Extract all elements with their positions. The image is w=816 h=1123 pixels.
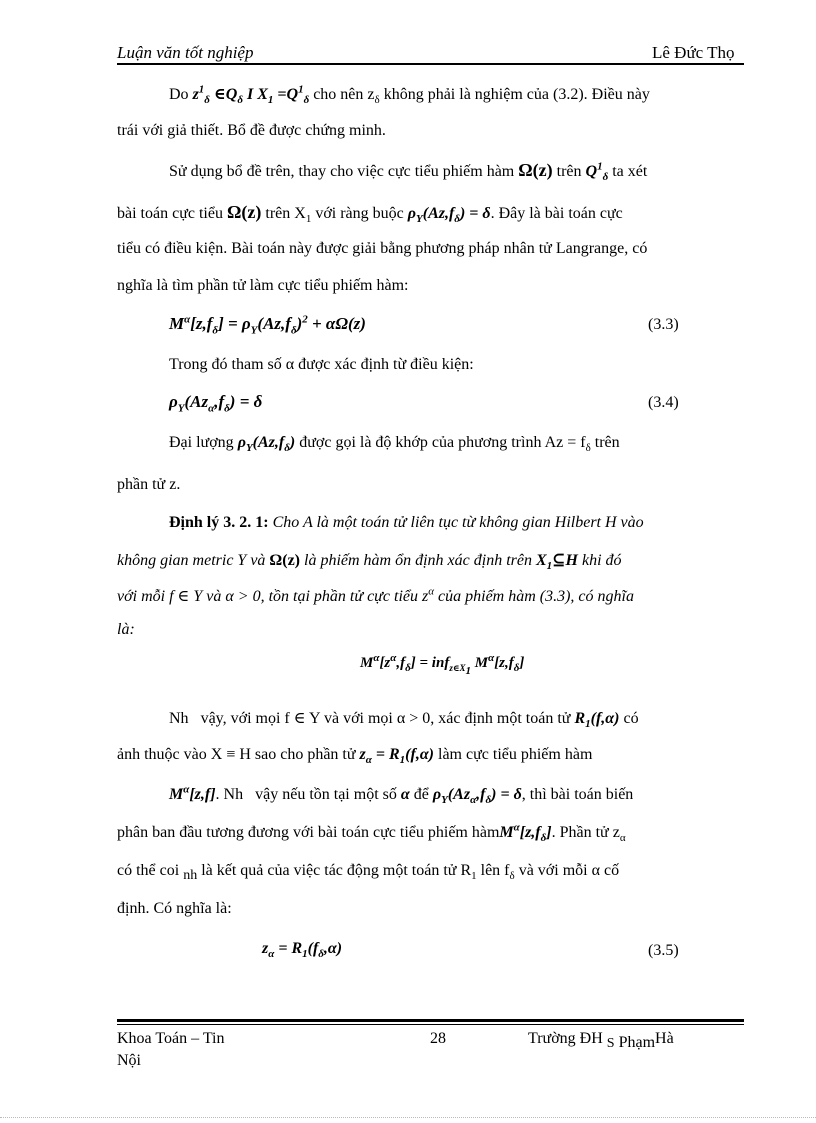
theorem-line-4: là: (117, 621, 135, 638)
para-5-line-1: Nh vậy, với mọi f ∈ Y và với mọi α > 0, xác định một toán tử $R_1(f,\alpha)$ có (169, 710, 639, 731)
para-1-line-1: Do $z^1_\delta$ $\in Q_\delta$ I $X_1 =Q^1_\delta$ cho nên $z_\delta$ không phải là nghiệm của (3.2). Điều này (169, 83, 650, 107)
theorem-line-2: không gian metric Y và Ω(z) là phiếm hàm ổn định xác định trên $X_1⊆H$ khi đó (117, 552, 622, 573)
para-3: Trong đó tham số α được xác định từ điều kiện: (169, 356, 474, 373)
header-left: Luận văn tốt nghiệp (117, 43, 254, 62)
para-4-line-2: phần tử z. (117, 476, 181, 493)
equation-3-5: $z_\alpha = R_1(f_\delta,\alpha)$ (262, 940, 343, 961)
equation-3-4: $\rho_Y(Az_\alpha,f_\delta) = \delta$ (169, 392, 263, 415)
theorem-line-3: với mỗi f ∈ Y và α > 0, tồn tại phần tử cực tiểu $z^\alpha$ của phiếm hàm (3.3), có nghĩa (117, 585, 634, 605)
para-5-line-6: định. Có nghĩa là: (117, 900, 232, 917)
para-5-line-4: phân ban đầu tương đương với bài toán cực tiểu phiếm $hàmM^\alpha[z,f_\delta]$. Phần tử $z_\alpha$ (117, 821, 626, 845)
page-number: 28 (430, 1030, 446, 1047)
equation-inf: $M^\alpha[z^\alpha,f_\delta] = inf_{z\in X_1}$ $M^\alpha[z,f_\delta]$ (360, 652, 525, 677)
para-5-line-2: ảnh thuộc vào X ≡ H sao cho phần tử $z_\alpha = R_1(f,\alpha)$ làm cực tiểu phiếm hàm (117, 746, 593, 767)
para-1-line-2: trái với giả thiết. Bổ đề được chứng minh. (117, 122, 386, 139)
footer-left-1: Khoa Toán – Tin (117, 1030, 225, 1047)
header-right: Lê Đức Thọ (652, 43, 735, 62)
para-5-line-5: có thể coi nh là kết quả của việc tác động một toán tử $R_1$ lên $f_\delta$ và với mỗi α cố (117, 862, 620, 883)
para-2-line-1: Sử dụng bổ đề trên, thay cho việc cực tiểu phiếm hàm Ω(z) trên $Q^1_\delta$ ta xét (169, 160, 648, 184)
para-2-line-2: bài toán cực tiểu Ω(z) trên $X_1$ với ràng buộc $\rho_Y(Az,f_\delta) = \delta$. Đây là bài toán cực (117, 202, 623, 226)
header-rule (117, 63, 744, 65)
equation-3-5-number: (3.5) (648, 942, 679, 959)
footer-rule-thin (117, 1024, 744, 1025)
para-4-line-1: Đại lượng $\rho_Y(Az,f_\delta)$ được gọi là độ khớp của phương trình $Az = f_\delta$ trên (169, 434, 620, 455)
para-2-line-3: tiểu có điều kiện. Bài toán này được giải bằng phương pháp nhân tử Langrange, có (117, 240, 648, 257)
para-5-line-3: $M^\alpha[z,f]$. Nh vậy nếu tồn tại một số α để $\rho_Y(Az_\alpha,f_\delta) = \delta$, thì bài toán biến (169, 783, 634, 807)
page-edge (0, 1117, 816, 1118)
equation-3-3: $M^\alpha[z,f_\delta] = \rho_Y(Az,f_\delta)^2 + \alpha\Omega(z)$ (169, 313, 366, 337)
footer-rule (117, 1019, 744, 1022)
footer-left-2: Nội (117, 1052, 141, 1069)
para-2-line-4: nghĩa là tìm phần tử làm cực tiểu phiếm hàm: (117, 277, 409, 294)
footer-right: Trường ĐH S PhạmHà (528, 1030, 674, 1051)
equation-3-4-number: (3.4) (648, 394, 679, 411)
theorem-line-1: Định lý 3. 2. 1: Cho A là một toán tử liên tục từ không gian Hilbert H vào (169, 514, 644, 531)
equation-3-3-number: (3.3) (648, 316, 679, 333)
